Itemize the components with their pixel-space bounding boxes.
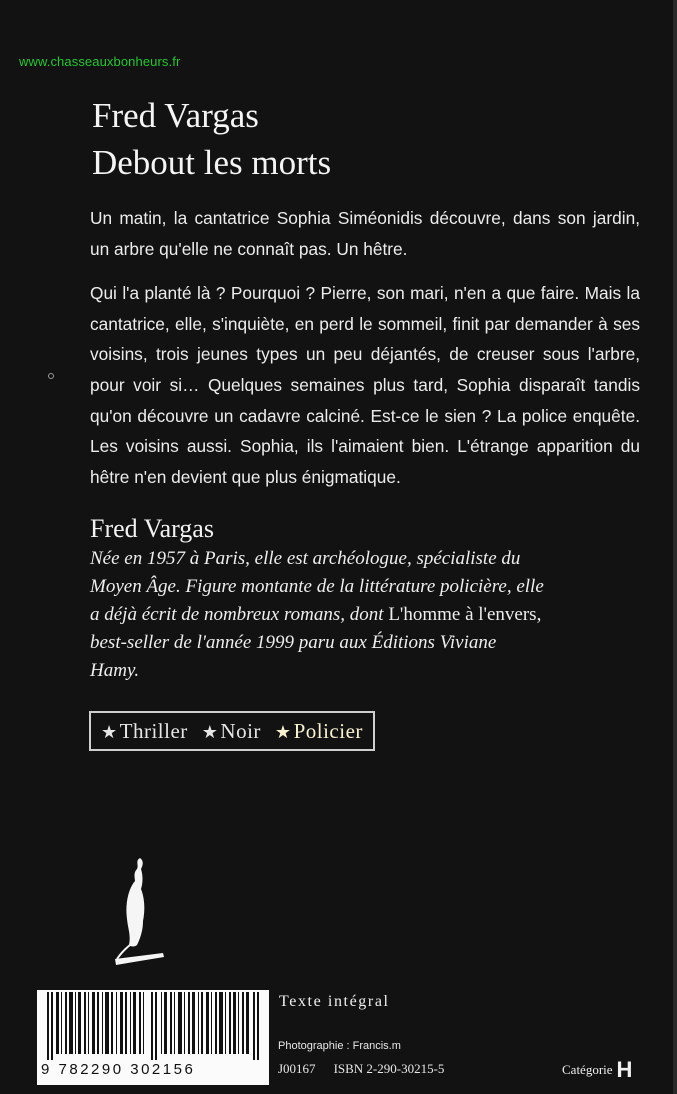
- photo-credit: Photographie : Francis.m: [278, 1040, 401, 1052]
- catalog-codes: [278, 1061, 444, 1077]
- book-title: Debout les morts: [92, 143, 332, 182]
- genre-box: [89, 711, 375, 751]
- bio-text-after: best-seller de l'année 1999 paru aux Éditions Viviane Hamy.: [90, 632, 497, 681]
- genre-label: Noir: [220, 718, 261, 743]
- isbn: ISBN 2-290-30215-5: [333, 1061, 445, 1076]
- watermark-url: www.chasseauxbonheurs.fr: [19, 54, 181, 69]
- barcode-number: 9 782290 302156: [41, 1061, 196, 1078]
- genre-policier: [275, 719, 363, 744]
- author-bio: [90, 545, 550, 685]
- star-icon: ★: [274, 721, 292, 742]
- synopsis-paragraph: Qui l'a planté là ? Pourquoi ? Pierre, son mari, n'en a que faire. Mais la cantatrice, elle, s'inquiète, en perd le sommeil, finit par demander à ses voisins, trois jeunes types un peu déjantés, de creuser sous l'arbre, pour voir si… Quelques semaines plus tard, Sophia disparaît tandis qu'on découvre un cadavre calciné. Est-ce le sien ? La police enquête. Les voisins aussi. Sophia, ils l'aimaient bien. L'étrange apparition du hêtre n'en devient que plus énigmatique.: [90, 283, 640, 487]
- author-name: Fred Vargas: [92, 96, 259, 135]
- category: [562, 1057, 632, 1083]
- genre-label: Policier: [293, 718, 363, 743]
- category-label: Catégorie: [562, 1062, 613, 1077]
- bio-book-title: L'homme à l'envers,: [388, 604, 542, 625]
- star-icon: ★: [201, 721, 219, 742]
- header: [92, 92, 331, 186]
- synopsis-paragraph: Un matin, la cantatrice Sophia Siméonidis découvre, dans son jardin, un arbre qu'elle ne connaît pas. Un hêtre.: [90, 208, 640, 259]
- bio-author-name: Fred Vargas: [90, 514, 214, 543]
- barcode-icon: [45, 992, 265, 1060]
- genre-thriller: [101, 719, 188, 744]
- synopsis: [90, 203, 640, 506]
- code-j: J00167: [278, 1061, 316, 1076]
- genre-label: Thriller: [119, 718, 188, 743]
- barcode-panel: [37, 990, 269, 1085]
- category-letter: H: [616, 1057, 633, 1082]
- texte-integral-label: Texte intégral: [279, 993, 390, 1010]
- bio-text-before: Née en 1957 à Paris, elle est archéologue, spécialiste du Moyen Âge. Figure montante de la littérature policière, elle a déjà écrit de nombreux romans, dont: [90, 548, 544, 625]
- publisher-cat-logo-icon: [113, 855, 173, 975]
- genre-noir: [202, 719, 261, 744]
- decorative-dot: [48, 373, 54, 379]
- star-icon: ★: [101, 721, 118, 742]
